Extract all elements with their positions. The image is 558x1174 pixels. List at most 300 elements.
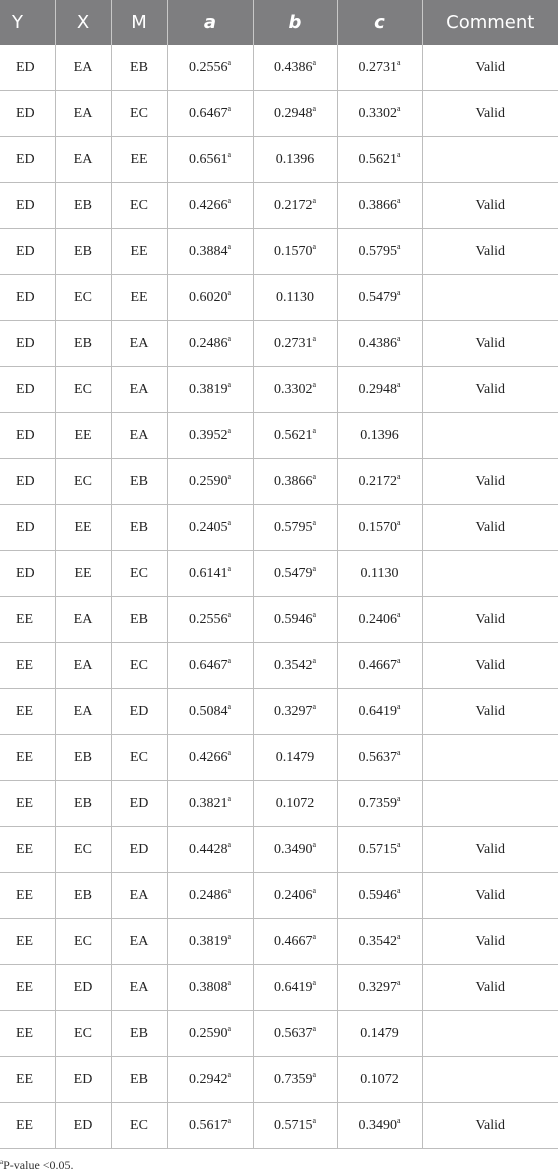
significance-marker: a bbox=[227, 517, 232, 527]
cell-c-value: 0.4386 bbox=[358, 335, 397, 351]
cell-comment-value: Valid bbox=[475, 611, 506, 627]
cell-y bbox=[0, 367, 55, 413]
significance-marker: a bbox=[396, 1115, 401, 1125]
cell-x-value: EB bbox=[74, 795, 92, 811]
cell-y-value: EE bbox=[16, 841, 34, 857]
cell-b bbox=[253, 551, 337, 597]
cell-c-value: 0.2731 bbox=[358, 59, 397, 75]
cell-x-value: ED bbox=[73, 1071, 93, 1087]
cell-m-value: ED bbox=[129, 703, 149, 719]
cell-c-value: 0.3302 bbox=[358, 105, 397, 121]
cell-x bbox=[55, 367, 111, 413]
cell-a bbox=[167, 919, 253, 965]
cell-a bbox=[167, 459, 253, 505]
cell-c bbox=[337, 827, 422, 873]
cell-a bbox=[167, 275, 253, 321]
cell-comment bbox=[422, 735, 558, 781]
cell-m bbox=[111, 919, 167, 965]
table-row bbox=[0, 413, 558, 459]
cell-m-value: EC bbox=[130, 1117, 148, 1133]
table-row bbox=[0, 321, 558, 367]
cell-a bbox=[167, 735, 253, 781]
cell-m bbox=[111, 137, 167, 183]
cell-x-value: EE bbox=[74, 427, 92, 443]
cell-a bbox=[167, 137, 253, 183]
cell-m bbox=[111, 827, 167, 873]
cell-c-value: 0.5621 bbox=[358, 151, 397, 167]
cell-y bbox=[0, 275, 55, 321]
cell-c bbox=[337, 735, 422, 781]
cell-m bbox=[111, 45, 167, 91]
cell-y bbox=[0, 459, 55, 505]
cell-comment bbox=[422, 45, 558, 91]
cell-y bbox=[0, 735, 55, 781]
cell-a-value: 0.3819 bbox=[188, 933, 228, 949]
cell-a-value: 0.2556 bbox=[188, 59, 228, 75]
cell-comment bbox=[422, 781, 558, 827]
cell-m bbox=[111, 505, 167, 551]
cell-m-value: ED bbox=[129, 841, 149, 857]
cell-comment bbox=[422, 137, 558, 183]
cell-y-value: ED bbox=[16, 335, 35, 351]
cell-b bbox=[253, 45, 337, 91]
cell-c bbox=[337, 551, 422, 597]
significance-marker: a bbox=[396, 57, 401, 67]
cell-b bbox=[253, 505, 337, 551]
significance-marker: a bbox=[396, 701, 401, 711]
cell-y-value: EE bbox=[16, 1117, 34, 1133]
cell-y-value: EE bbox=[16, 657, 34, 673]
cell-a bbox=[167, 551, 253, 597]
cell-comment bbox=[422, 689, 558, 735]
cell-comment bbox=[422, 229, 558, 275]
significance-marker: a bbox=[312, 57, 317, 67]
cell-b-value: 0.7359 bbox=[273, 1071, 313, 1087]
cell-b-value: 0.1072 bbox=[275, 795, 315, 811]
cell-y bbox=[0, 827, 55, 873]
cell-x-value: EE bbox=[74, 565, 92, 581]
cell-c bbox=[337, 137, 422, 183]
cell-m bbox=[111, 275, 167, 321]
cell-m-value: EA bbox=[129, 427, 149, 443]
cell-a-value: 0.2486 bbox=[188, 335, 228, 351]
significance-marker: a bbox=[312, 1069, 317, 1079]
table-row bbox=[0, 689, 558, 735]
significance-marker: a bbox=[312, 1115, 317, 1125]
table-row bbox=[0, 137, 558, 183]
cell-m bbox=[111, 91, 167, 137]
cell-comment bbox=[422, 367, 558, 413]
cell-x bbox=[55, 505, 111, 551]
cell-x bbox=[55, 1011, 111, 1057]
table-row bbox=[0, 919, 558, 965]
significance-marker: a bbox=[396, 241, 401, 251]
cell-comment bbox=[422, 873, 558, 919]
cell-x bbox=[55, 919, 111, 965]
cell-m-value: EB bbox=[130, 59, 148, 75]
cell-c-value: 0.3297 bbox=[358, 979, 397, 995]
cell-comment-value: Valid bbox=[475, 657, 506, 673]
cell-a-value: 0.2590 bbox=[188, 473, 228, 489]
cell-x bbox=[55, 827, 111, 873]
cell-c-value: 0.5795 bbox=[358, 243, 397, 259]
cell-m bbox=[111, 689, 167, 735]
cell-c-value: 0.1072 bbox=[360, 1071, 399, 1087]
cell-m bbox=[111, 1057, 167, 1103]
cell-x bbox=[55, 689, 111, 735]
cell-y-value: EE bbox=[16, 887, 34, 903]
cell-b bbox=[253, 919, 337, 965]
table-row bbox=[0, 459, 558, 505]
cell-m bbox=[111, 1103, 167, 1149]
cell-a-value: 0.5617 bbox=[188, 1117, 228, 1133]
cell-c bbox=[337, 229, 422, 275]
cell-c-value: 0.7359 bbox=[358, 795, 397, 811]
significance-marker: a bbox=[396, 517, 401, 527]
cell-b bbox=[253, 275, 337, 321]
significance-marker: a bbox=[396, 655, 401, 665]
cell-x-value: EA bbox=[73, 657, 93, 673]
cell-m bbox=[111, 1011, 167, 1057]
cell-comment bbox=[422, 1011, 558, 1057]
cell-m bbox=[111, 367, 167, 413]
cell-x-value: EB bbox=[74, 243, 92, 259]
cell-y bbox=[0, 1011, 55, 1057]
significance-marker: a bbox=[227, 655, 232, 665]
cell-b-value: 0.2948 bbox=[273, 105, 313, 121]
cell-c bbox=[337, 367, 422, 413]
cell-m bbox=[111, 735, 167, 781]
cell-y bbox=[0, 873, 55, 919]
cell-b bbox=[253, 413, 337, 459]
significance-marker: a bbox=[312, 609, 317, 619]
cell-b bbox=[253, 367, 337, 413]
significance-marker: a bbox=[227, 931, 232, 941]
cell-x bbox=[55, 229, 111, 275]
table-row bbox=[0, 1057, 558, 1103]
cell-b-value: 0.4386 bbox=[273, 59, 313, 75]
cell-b bbox=[253, 459, 337, 505]
significance-marker: a bbox=[396, 103, 401, 113]
cell-x-value: EA bbox=[73, 703, 93, 719]
cell-m bbox=[111, 551, 167, 597]
cell-m-value: ED bbox=[129, 795, 149, 811]
cell-b bbox=[253, 321, 337, 367]
cell-c-value: 0.2172 bbox=[358, 473, 397, 489]
table-row bbox=[0, 183, 558, 229]
cell-a bbox=[167, 367, 253, 413]
cell-b bbox=[253, 965, 337, 1011]
cell-c-value: 0.3542 bbox=[358, 933, 397, 949]
significance-marker: a bbox=[396, 885, 401, 895]
cell-b-value: 0.3297 bbox=[273, 703, 313, 719]
cell-y bbox=[0, 1057, 55, 1103]
cell-comment-value: Valid bbox=[475, 887, 506, 903]
cell-comment bbox=[422, 551, 558, 597]
cell-c bbox=[337, 873, 422, 919]
cell-c bbox=[337, 275, 422, 321]
cell-c-value: 0.4667 bbox=[358, 657, 397, 673]
cell-y-value: ED bbox=[16, 473, 35, 489]
significance-marker: a bbox=[396, 287, 401, 297]
cell-y bbox=[0, 183, 55, 229]
table-row bbox=[0, 275, 558, 321]
cell-x bbox=[55, 965, 111, 1011]
cell-y bbox=[0, 689, 55, 735]
cell-a-value: 0.2486 bbox=[188, 887, 228, 903]
cell-x bbox=[55, 873, 111, 919]
cell-comment-value: Valid bbox=[475, 243, 506, 259]
cell-comment bbox=[422, 413, 558, 459]
cell-m-value: EC bbox=[130, 105, 148, 121]
cell-y-value: EE bbox=[16, 933, 34, 949]
table-row bbox=[0, 781, 558, 827]
footnote-marker: a bbox=[0, 1158, 4, 1166]
significance-marker: a bbox=[312, 1023, 317, 1033]
cell-b-value: 0.2406 bbox=[273, 887, 313, 903]
cell-m-value: EC bbox=[130, 565, 148, 581]
column-header-x: X bbox=[55, 0, 111, 45]
cell-m-value: EA bbox=[129, 335, 149, 351]
cell-x bbox=[55, 413, 111, 459]
cell-c-value: 0.6419 bbox=[358, 703, 397, 719]
cell-c bbox=[337, 919, 422, 965]
cell-a bbox=[167, 873, 253, 919]
cell-x-value: EC bbox=[74, 933, 92, 949]
significance-marker: a bbox=[396, 471, 401, 481]
significance-marker: a bbox=[396, 379, 401, 389]
cell-x-value: EB bbox=[74, 335, 92, 351]
cell-y-value: ED bbox=[16, 289, 35, 305]
column-header-b: b bbox=[253, 0, 337, 45]
cell-x bbox=[55, 459, 111, 505]
significance-marker: a bbox=[227, 701, 232, 711]
cell-b bbox=[253, 827, 337, 873]
cell-m bbox=[111, 597, 167, 643]
table-row bbox=[0, 45, 558, 91]
cell-c bbox=[337, 597, 422, 643]
cell-a-value: 0.6467 bbox=[188, 105, 228, 121]
cell-comment bbox=[422, 1103, 558, 1149]
cell-comment-value: Valid bbox=[475, 933, 506, 949]
cell-comment bbox=[422, 597, 558, 643]
cell-a-value: 0.4266 bbox=[188, 197, 228, 213]
cell-a bbox=[167, 91, 253, 137]
cell-a-value: 0.5084 bbox=[188, 703, 228, 719]
significance-marker: a bbox=[227, 1069, 232, 1079]
significance-marker: a bbox=[312, 839, 317, 849]
cell-m bbox=[111, 183, 167, 229]
cell-b-value: 0.3490 bbox=[273, 841, 313, 857]
cell-comment bbox=[422, 643, 558, 689]
cell-a-value: 0.6141 bbox=[188, 565, 228, 581]
cell-a bbox=[167, 183, 253, 229]
cell-m-value: EA bbox=[129, 979, 149, 995]
cell-x-value: ED bbox=[73, 1117, 93, 1133]
cell-a bbox=[167, 1057, 253, 1103]
cell-b bbox=[253, 137, 337, 183]
cell-a-value: 0.6020 bbox=[188, 289, 228, 305]
cell-m-value: EA bbox=[129, 887, 149, 903]
cell-y-value: EE bbox=[16, 611, 34, 627]
significance-marker: a bbox=[227, 1023, 232, 1033]
cell-a-value: 0.2590 bbox=[188, 1025, 228, 1041]
cell-comment-value: Valid bbox=[475, 197, 506, 213]
significance-marker: a bbox=[312, 471, 317, 481]
cell-x-value: EA bbox=[73, 611, 93, 627]
significance-marker: a bbox=[396, 793, 401, 803]
cell-a-value: 0.3819 bbox=[188, 381, 228, 397]
cell-a-value: 0.3884 bbox=[188, 243, 228, 259]
cell-m bbox=[111, 965, 167, 1011]
table-row bbox=[0, 1011, 558, 1057]
significance-marker: a bbox=[396, 747, 401, 757]
cell-b bbox=[253, 873, 337, 919]
significance-marker: a bbox=[227, 793, 232, 803]
cell-b-value: 0.5946 bbox=[273, 611, 313, 627]
cell-m-value: EE bbox=[130, 243, 148, 259]
cell-b-value: 0.2731 bbox=[273, 335, 313, 351]
significance-marker: a bbox=[227, 471, 232, 481]
cell-y-value: EE bbox=[16, 795, 34, 811]
cell-y bbox=[0, 781, 55, 827]
table-row bbox=[0, 643, 558, 689]
cell-x bbox=[55, 597, 111, 643]
cell-comment-value: Valid bbox=[475, 335, 506, 351]
significance-marker: a bbox=[227, 379, 232, 389]
significance-marker: a bbox=[227, 977, 232, 987]
cell-x bbox=[55, 735, 111, 781]
significance-marker: a bbox=[396, 931, 401, 941]
cell-m-value: EE bbox=[130, 151, 148, 167]
significance-marker: a bbox=[227, 563, 232, 573]
cell-y-value: ED bbox=[16, 381, 35, 397]
significance-marker: a bbox=[396, 839, 401, 849]
cell-m-value: EB bbox=[130, 611, 148, 627]
significance-marker: a bbox=[396, 609, 401, 619]
header-row bbox=[0, 0, 558, 45]
cell-m-value: EB bbox=[130, 519, 148, 535]
cell-m-value: EB bbox=[130, 1025, 148, 1041]
cell-x bbox=[55, 91, 111, 137]
cell-b-value: 0.3542 bbox=[273, 657, 313, 673]
cell-y bbox=[0, 137, 55, 183]
cell-c bbox=[337, 45, 422, 91]
significance-marker: a bbox=[312, 103, 317, 113]
cell-b-value: 0.5715 bbox=[273, 1117, 313, 1133]
significance-marker: a bbox=[312, 931, 317, 941]
cell-y bbox=[0, 321, 55, 367]
cell-b-value: 0.3302 bbox=[273, 381, 313, 397]
cell-a bbox=[167, 229, 253, 275]
cell-x-value: EC bbox=[74, 473, 92, 489]
cell-y-value: ED bbox=[16, 197, 35, 213]
significance-marker: a bbox=[227, 425, 232, 435]
cell-x-value: EB bbox=[74, 887, 92, 903]
cell-a bbox=[167, 643, 253, 689]
column-header-a: a bbox=[167, 0, 253, 45]
cell-c bbox=[337, 689, 422, 735]
cell-comment bbox=[422, 827, 558, 873]
significance-marker: a bbox=[312, 241, 317, 251]
significance-marker: a bbox=[312, 701, 317, 711]
table-footnote bbox=[0, 1158, 74, 1173]
significance-marker: a bbox=[312, 195, 317, 205]
cell-comment-value: Valid bbox=[475, 979, 506, 995]
cell-y-value: EE bbox=[16, 1025, 34, 1041]
cell-comment bbox=[422, 91, 558, 137]
cell-a-value: 0.2556 bbox=[188, 611, 228, 627]
cell-y bbox=[0, 919, 55, 965]
cell-comment bbox=[422, 1057, 558, 1103]
cell-comment-value: Valid bbox=[475, 841, 506, 857]
cell-x bbox=[55, 781, 111, 827]
cell-x bbox=[55, 321, 111, 367]
cell-y-value: ED bbox=[16, 565, 35, 581]
table-row bbox=[0, 965, 558, 1011]
cell-a-value: 0.2942 bbox=[188, 1071, 228, 1087]
significance-marker: a bbox=[227, 241, 232, 251]
cell-comment bbox=[422, 183, 558, 229]
cell-comment-value: Valid bbox=[475, 1117, 506, 1133]
cell-a-value: 0.2405 bbox=[188, 519, 228, 535]
cell-b-value: 0.4667 bbox=[273, 933, 313, 949]
table-row bbox=[0, 827, 558, 873]
cell-y bbox=[0, 91, 55, 137]
table-row bbox=[0, 505, 558, 551]
cell-m bbox=[111, 229, 167, 275]
cell-b-value: 0.5479 bbox=[273, 565, 313, 581]
significance-marker: a bbox=[312, 333, 317, 343]
cell-b bbox=[253, 1057, 337, 1103]
table-row bbox=[0, 367, 558, 413]
cell-b-value: 0.5795 bbox=[273, 519, 313, 535]
cell-c-value: 0.3490 bbox=[358, 1117, 397, 1133]
cell-y bbox=[0, 597, 55, 643]
cell-y-value: EE bbox=[16, 703, 34, 719]
cell-m-value: EC bbox=[130, 749, 148, 765]
cell-c-value: 0.5637 bbox=[358, 749, 397, 765]
cell-b-value: 0.6419 bbox=[273, 979, 313, 995]
cell-c bbox=[337, 1011, 422, 1057]
cell-comment bbox=[422, 459, 558, 505]
cell-c bbox=[337, 91, 422, 137]
cell-x bbox=[55, 643, 111, 689]
cell-b bbox=[253, 781, 337, 827]
significance-marker: a bbox=[396, 333, 401, 343]
cell-b bbox=[253, 643, 337, 689]
cell-y-value: ED bbox=[16, 105, 35, 121]
cell-b-value: 0.1479 bbox=[275, 749, 315, 765]
cell-c bbox=[337, 781, 422, 827]
cell-b-value: 0.5621 bbox=[273, 427, 313, 443]
column-header-m: M bbox=[111, 0, 167, 45]
significance-marker: a bbox=[312, 655, 317, 665]
column-header-c: c bbox=[337, 0, 422, 45]
cell-x-value: EE bbox=[74, 519, 92, 535]
cell-x-value: EB bbox=[74, 197, 92, 213]
cell-comment bbox=[422, 965, 558, 1011]
cell-a bbox=[167, 689, 253, 735]
cell-b-value: 0.1130 bbox=[276, 289, 314, 305]
significance-marker: a bbox=[312, 425, 317, 435]
cell-y bbox=[0, 1103, 55, 1149]
cell-b-value: 0.1570 bbox=[273, 243, 313, 259]
cell-comment bbox=[422, 275, 558, 321]
cell-c bbox=[337, 413, 422, 459]
cell-comment bbox=[422, 919, 558, 965]
cell-a bbox=[167, 321, 253, 367]
